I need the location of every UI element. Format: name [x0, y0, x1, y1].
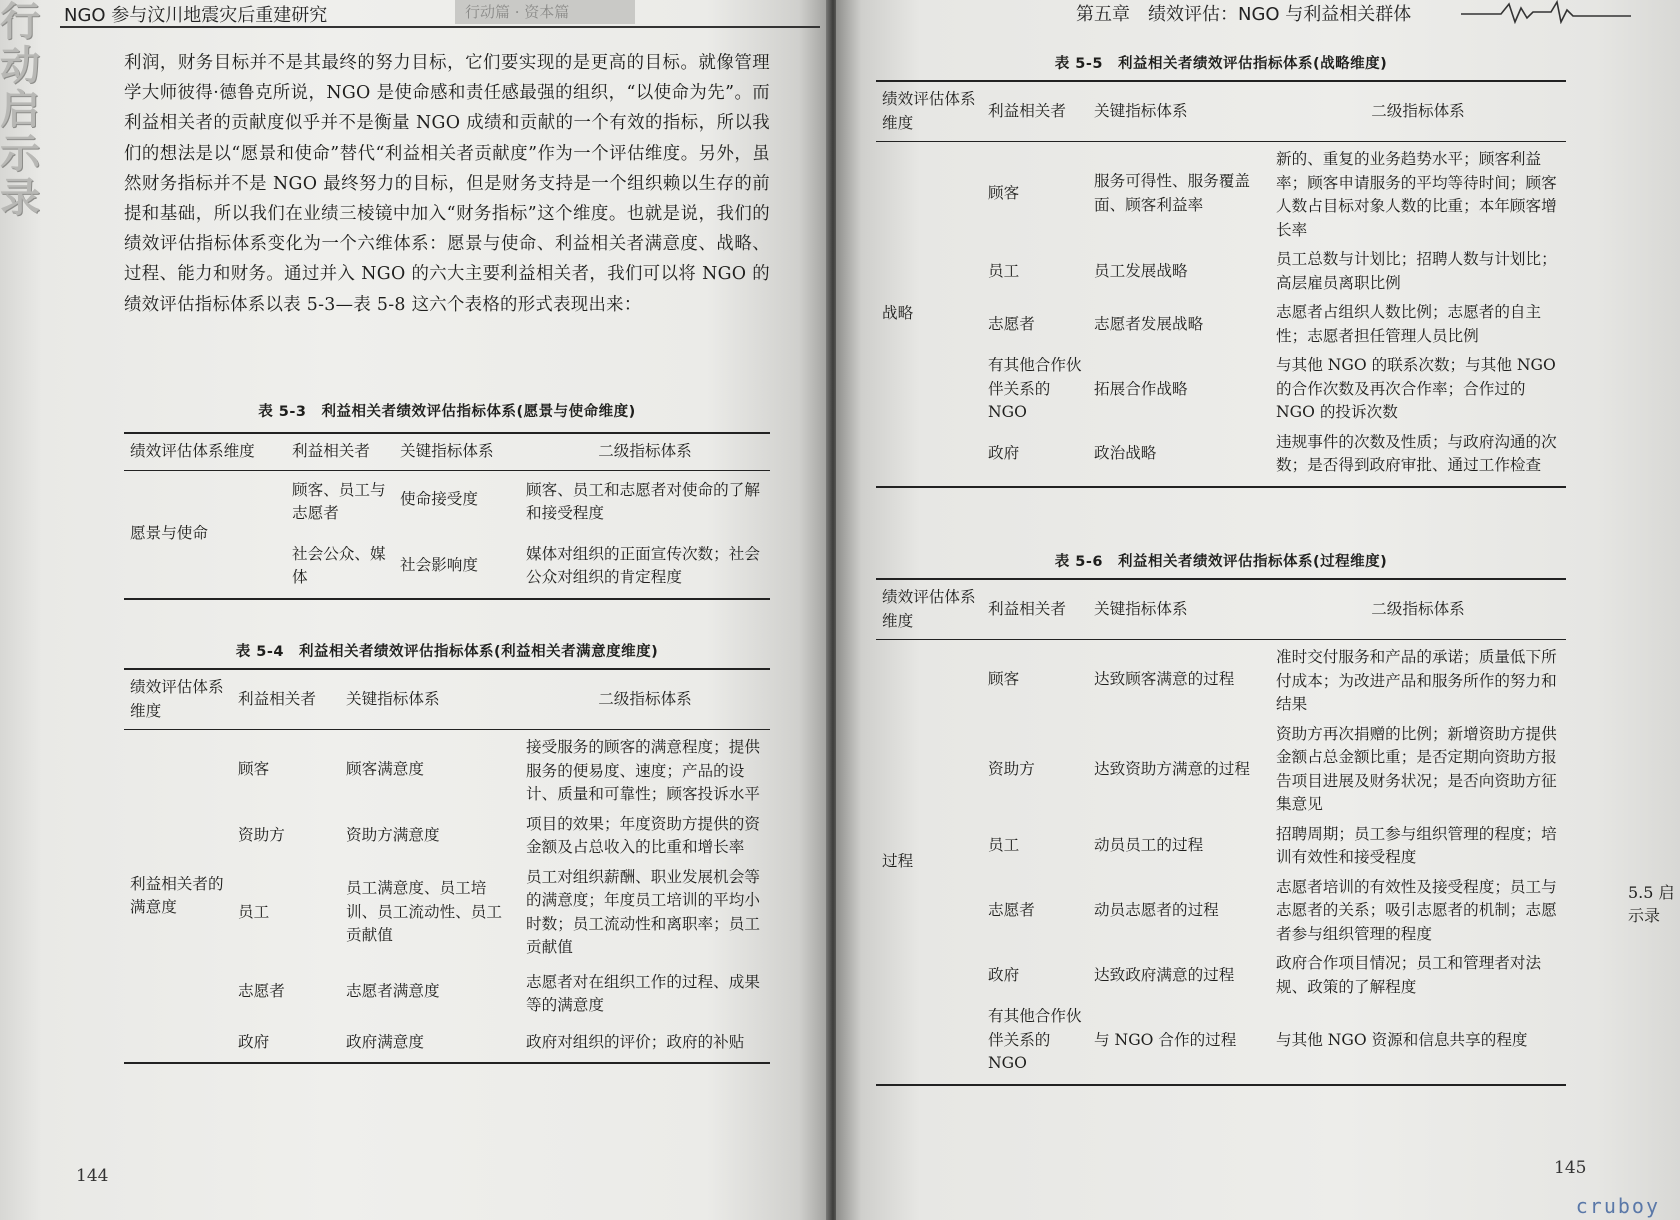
dimension-cell: 愿景与使命	[130, 524, 208, 543]
stakeholder-cell: 员工	[238, 902, 270, 921]
secondary-indicator-cell: 志愿者占组织人数比例；志愿者的自主性；志愿者担任管理人员比例	[1276, 303, 1542, 345]
key-indicator-cell: 资助方满意度	[346, 826, 440, 845]
table-header-cell: 绩效评估体系维度	[124, 669, 232, 730]
running-head-left	[60, 0, 820, 28]
key-indicator-cell: 员工满意度、员工培训、员工流动性、员工贡献值	[346, 879, 502, 945]
table-header-cell: 利益相关者	[982, 579, 1088, 640]
stakeholder-cell: 顾客	[238, 760, 270, 778]
secondary-indicator-cell: 新的、重复的业务趋势水平；顾客利益率；顾客申请服务的平均等待时间；顾客人数占目标对象人数的比重；本年顾客增长率	[1276, 150, 1557, 239]
stakeholder-cell: 资助方	[988, 759, 1035, 778]
secondary-indicator-cell: 与其他 NGO 的联系次数；与其他 NGO 的合作次数及再次合作率；合作过的 NGO 的投诉次数	[1276, 356, 1556, 421]
key-indicator-cell: 顾客满意度	[346, 760, 424, 778]
table-row	[876, 640, 1566, 720]
dimension-cell: 利益相关者的满意度	[130, 874, 224, 916]
secondary-indicator-cell: 政府合作项目情况；员工和管理者对法规、政策的了解程度	[1276, 954, 1542, 996]
table-5-4	[124, 668, 770, 1064]
table-header-cell: 关键指标体系	[1088, 579, 1270, 640]
secondary-indicator-cell: 与其他 NGO 资源和信息共享的程度	[1276, 1030, 1528, 1049]
key-indicator-cell: 志愿者发展战略	[1094, 314, 1204, 333]
secondary-indicator-cell: 志愿者培训的有效性及接受程度；员工与志愿者的关系；吸引志愿者的机制；志愿者参与组织管理的程度	[1276, 877, 1557, 943]
key-indicator-cell: 达致顾客满意的过程	[1094, 670, 1235, 688]
running-head-sub: 行动篇 · 资本篇	[455, 0, 635, 24]
secondary-indicator-cell: 准时交付服务和产品的承诺；质量低下所付成本；为改进产品和服务所作的努力和结果	[1276, 648, 1557, 713]
stakeholder-cell: 顾客	[988, 670, 1020, 688]
scan-watermark: cruboy	[1575, 1194, 1660, 1218]
running-head-title: NGO 参与汶川地震灾后重建研究	[64, 5, 328, 26]
key-indicator-cell: 志愿者满意度	[346, 981, 440, 1000]
secondary-indicator-cell: 志愿者对在组织工作的过程、成果等的满意度	[526, 972, 760, 1014]
running-head-right	[1076, 0, 1636, 24]
table-header-cell: 绩效评估体系维度	[124, 433, 286, 470]
stakeholder-cell: 政府	[988, 444, 1020, 463]
secondary-indicator-cell: 违规事件的次数及性质；与政府沟通的次数；是否得到政府审批、通过工作检查	[1276, 432, 1557, 474]
secondary-indicator-cell: 招聘周期；员工参与组织管理的程度；培训有效性和接受程度	[1276, 824, 1557, 866]
side-decoration-right: 5.5 启示录	[1628, 883, 1675, 925]
secondary-indicator-cell: 员工总数与计划比；招聘人数与计划比；高层雇员离职比例	[1276, 250, 1557, 292]
secondary-indicator-cell: 员工对组织薪酬、职业发展机会等的满意度；年度员工培训的平均小时数；员工流动性和离职率；员工贡献值	[526, 867, 760, 956]
stakeholder-cell: 政府	[238, 1032, 270, 1051]
stakeholder-cell: 政府	[988, 965, 1020, 984]
secondary-indicator-cell: 接受服务的顾客的满意程度；提供服务的便易度、速度；产品的设计、质量和可靠性；顾客投诉水平	[526, 738, 760, 803]
table-row	[124, 470, 770, 529]
key-indicator-cell: 达致政府满意的过程	[1094, 965, 1235, 984]
stakeholder-cell: 志愿者	[238, 981, 285, 1000]
table-header-row	[876, 579, 1566, 640]
table-header-cell: 二级指标体系	[1270, 81, 1566, 142]
secondary-indicator-cell: 项目的效果；年度资助方提供的资金额及占总收入的比重和增长率	[526, 814, 760, 856]
table-5-4-caption: 表 5-4 利益相关者绩效评估指标体系(利益相关者满意度维度)	[235, 644, 659, 660]
running-head-title: 第五章 绩效评估：NGO 与利益相关群体	[1076, 4, 1412, 25]
key-indicator-cell: 达致资助方满意的过程	[1094, 759, 1250, 778]
table-5-3	[124, 432, 770, 600]
table-header-cell: 关键指标体系	[394, 433, 520, 470]
page-number-right: 145	[1554, 1158, 1587, 1178]
left-page	[0, 0, 832, 1220]
stakeholder-cell: 顾客	[988, 183, 1020, 202]
stakeholder-cell: 社会公众、媒体	[292, 544, 386, 586]
dimension-cell: 过程	[882, 852, 914, 870]
table-header-cell: 二级指标体系	[1270, 579, 1566, 640]
table-header-cell: 利益相关者	[286, 433, 394, 470]
secondary-indicator-cell: 媒体对组织的正面宣传次数；社会公众对组织的肯定程度	[526, 544, 760, 586]
right-page	[836, 0, 1680, 1220]
page-number-left: 144	[76, 1166, 109, 1186]
heartbeat-line-icon	[1461, 0, 1631, 24]
stakeholder-cell: 有其他合作伙伴关系的 NGO	[988, 1007, 1082, 1072]
body-paragraph: 利润，财务目标并不是其最终的努力目标，它们要实现的是更高的目标。就像管理学大师彼得·德鲁克所说，NGO 是使命感和责任感最强的组织，“以使命为先”。而利益相关者的贡献度似乎并不是衡量 NGO 成绩和贡献的一个有效的指标，所以我们的想法是以“愿景和使命”替代“利益相关者贡献度”作为一个评估维度。另外，虽然财务指标并不是 NGO 最终努力的目标，但是财务支持是一个组织赖以生存的前提和基础，所以我们在业绩三棱镜中加入“财务指标”这个维度。也就是说，我们的绩效评估指标体系变化为一个六维体系：愿景与使命、利益相关者满意度、战略、过程、能力和财务。通过并入 NGO 的六大主要利益相关者，我们可以将 NGO 的绩效评估指标体系以表 5-3—表 5-8 这六个表格的形式表现出来：	[124, 53, 770, 315]
table-header-cell: 利益相关者	[232, 669, 340, 730]
table-header-cell: 绩效评估体系维度	[876, 81, 982, 142]
table-5-5-caption: 表 5-5 利益相关者绩效评估指标体系(战略维度)	[1054, 56, 1388, 72]
secondary-indicator-cell: 顾客、员工和志愿者对使命的了解和接受程度	[526, 480, 760, 522]
table-5-6	[876, 578, 1566, 1086]
key-indicator-cell: 动员志愿者的过程	[1094, 901, 1219, 919]
table-header-cell: 二级指标体系	[520, 433, 770, 470]
key-indicator-cell: 与 NGO 合作的过程	[1094, 1030, 1237, 1049]
stakeholder-cell: 顾客、员工与志愿者	[292, 480, 386, 522]
table-5-3-caption: 表 5-3 利益相关者绩效评估指标体系(愿景与使命维度)	[258, 404, 636, 420]
table-header-cell: 绩效评估体系维度	[876, 579, 982, 640]
key-indicator-cell: 社会影响度	[400, 556, 478, 575]
table-5-6-caption: 表 5-6 利益相关者绩效评估指标体系(过程维度)	[1054, 554, 1388, 570]
table-5-5	[876, 80, 1566, 488]
dimension-cell: 战略	[882, 304, 914, 322]
stakeholder-cell: 有其他合作伙伴关系的 NGO	[988, 356, 1082, 421]
stakeholder-cell: 资助方	[238, 826, 285, 845]
key-indicator-cell: 动员员工的过程	[1094, 836, 1204, 855]
stakeholder-cell: 志愿者	[988, 901, 1035, 919]
table-header-row	[124, 433, 770, 470]
key-indicator-cell: 服务可得性、服务覆盖面、顾客利益率	[1094, 172, 1250, 214]
table-header-cell: 关键指标体系	[1088, 81, 1270, 142]
key-indicator-cell: 政治战略	[1094, 444, 1157, 463]
secondary-indicator-cell: 资助方再次捐赠的比例；新增资助方提供金额占总金额比重；是否定期向资助方报告项目进展及财务状况；是否向资助方征集意见	[1276, 724, 1557, 813]
stakeholder-cell: 员工	[988, 836, 1020, 855]
key-indicator-cell: 拓展合作战略	[1094, 379, 1188, 398]
key-indicator-cell: 使命接受度	[400, 489, 478, 508]
key-indicator-cell: 政府满意度	[346, 1032, 424, 1051]
table-header-cell: 利益相关者	[982, 81, 1088, 142]
side-decoration-left: 行 动 启 示 录	[0, 0, 40, 221]
secondary-indicator-cell: 政府对组织的评价；政府的补贴	[526, 1032, 745, 1051]
stakeholder-cell: 志愿者	[988, 314, 1035, 333]
table-header-row	[876, 81, 1566, 142]
stakeholder-cell: 员工	[988, 261, 1020, 280]
table-header-row	[124, 669, 770, 730]
table-header-cell: 关键指标体系	[340, 669, 520, 730]
body-text	[124, 48, 770, 320]
table-row	[876, 142, 1566, 246]
table-header-cell: 二级指标体系	[520, 669, 770, 730]
key-indicator-cell: 员工发展战略	[1094, 261, 1188, 280]
table-row	[124, 730, 770, 810]
